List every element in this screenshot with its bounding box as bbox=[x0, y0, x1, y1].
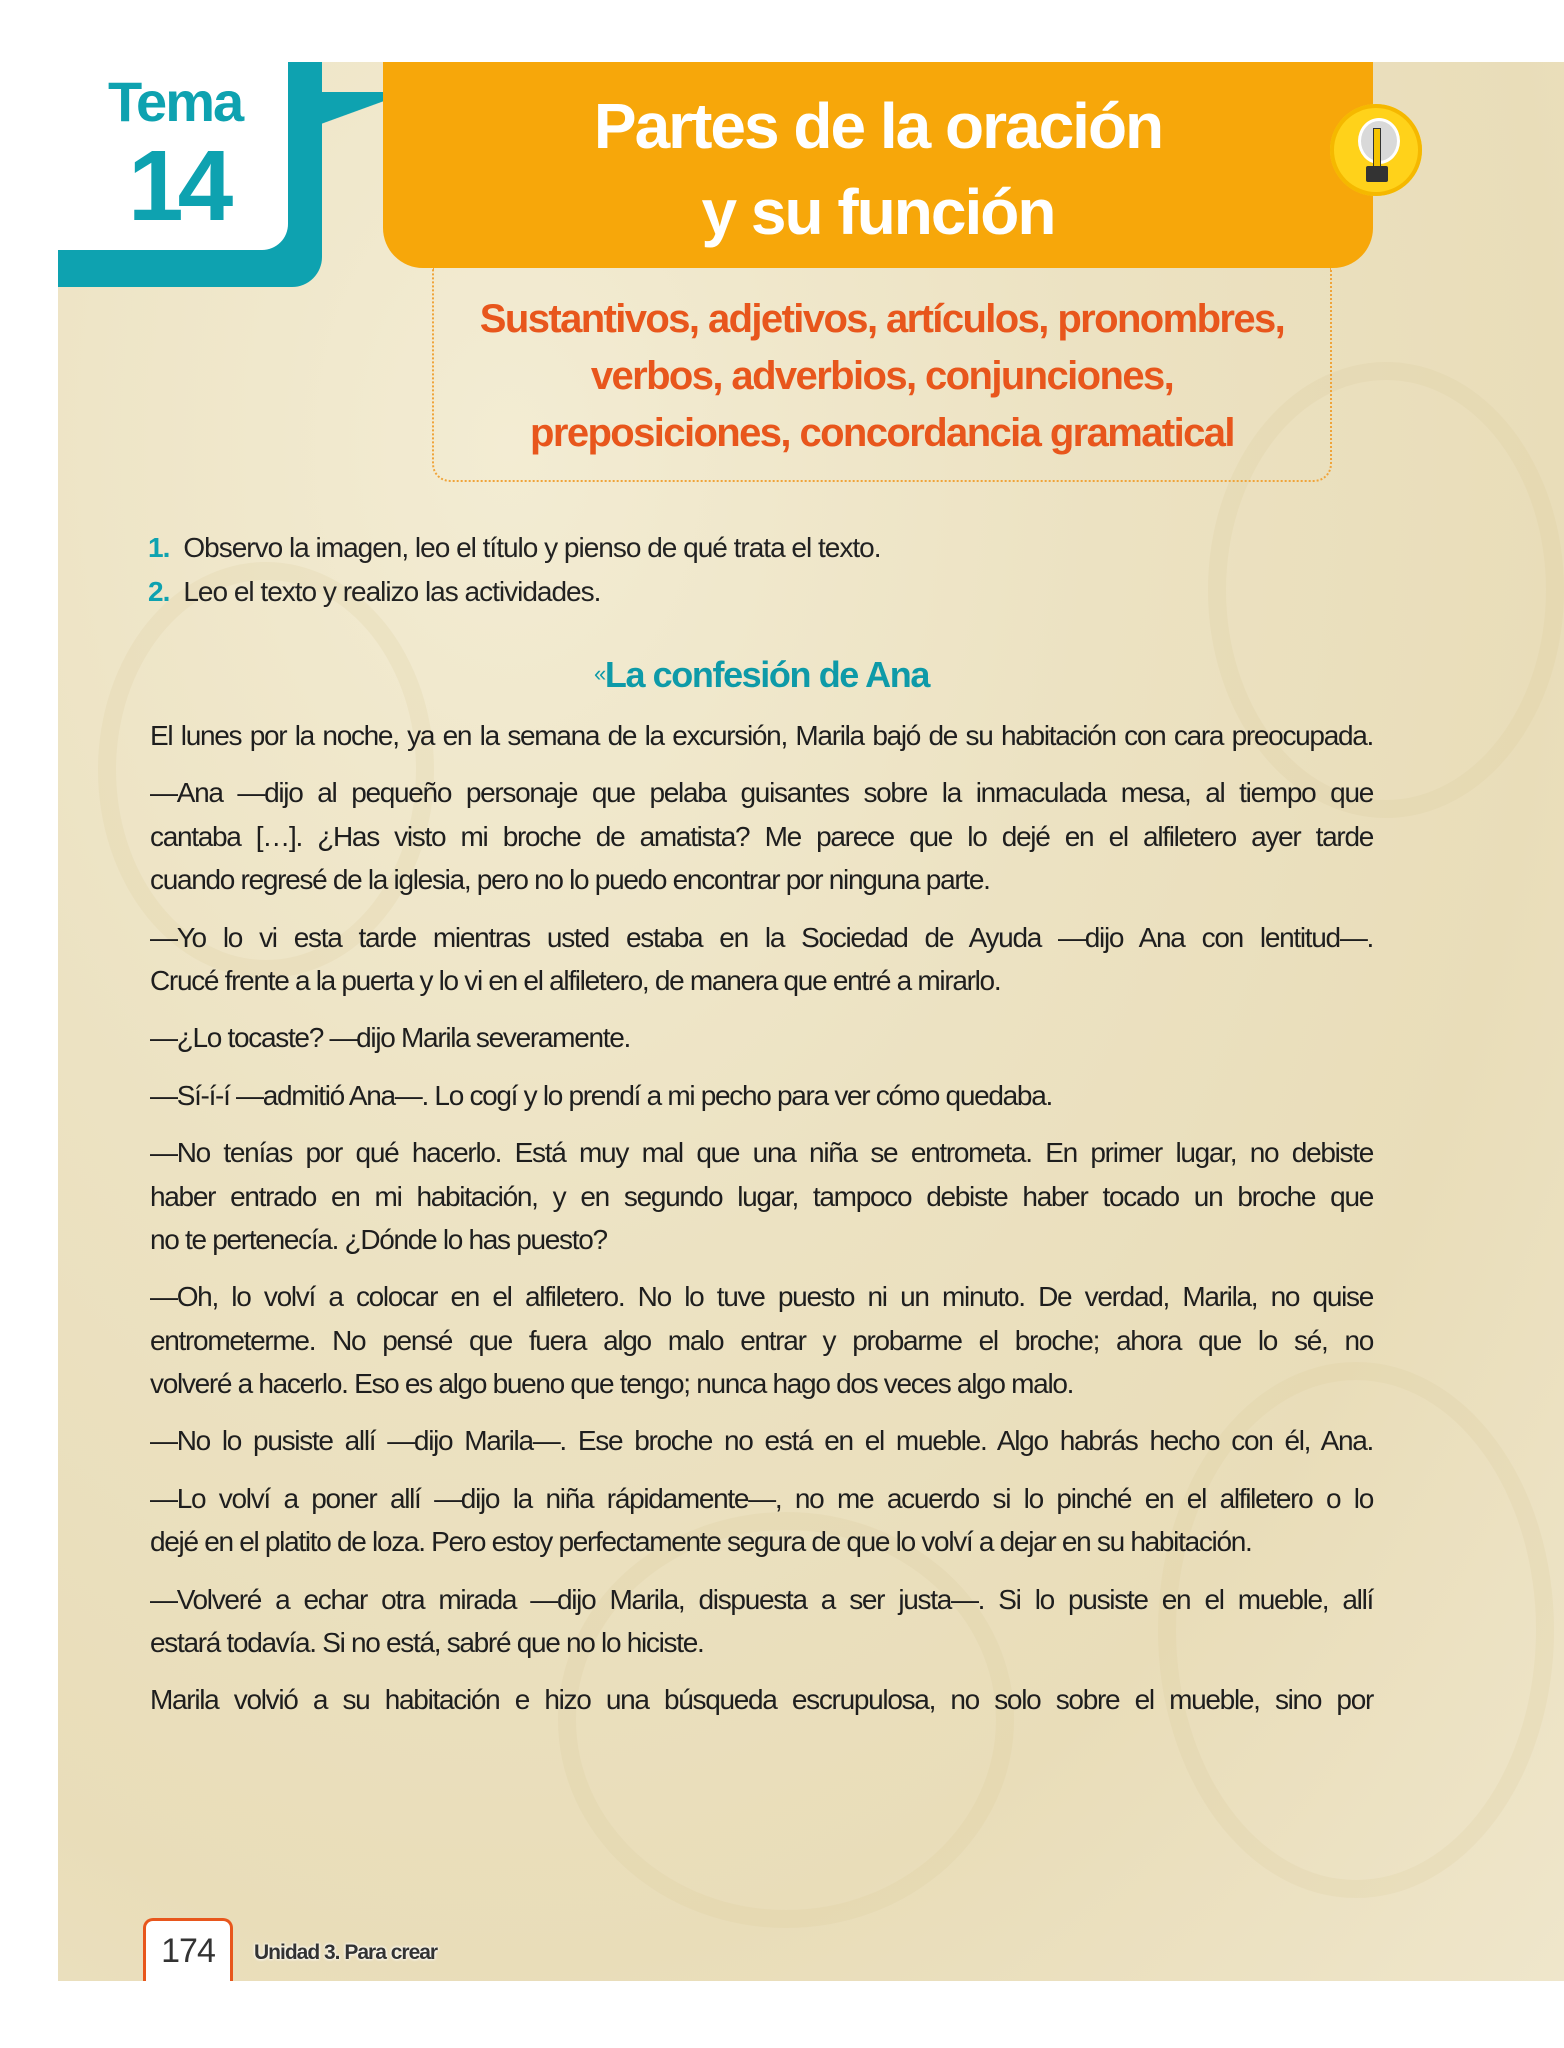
subtitle-line-1: Sustantivos, adjetivos, artículos, pronombres, bbox=[479, 297, 1285, 341]
page-title-line-2: y su función bbox=[701, 176, 1055, 248]
paragraph-line: dejé en el platito de loza. Pero estoy perfectamente segura de que lo volví a dejar en su habitación. bbox=[150, 1526, 1252, 1558]
story-paragraph bbox=[150, 1578, 1373, 1665]
story-paragraph bbox=[150, 1678, 1373, 1721]
paragraph-line: cantaba […]. ¿Has visto mi broche de amatista? Me parece que lo dejé en el alfiletero ayer tarde bbox=[150, 820, 1373, 852]
story-paragraph bbox=[150, 1074, 1373, 1117]
story-paragraph bbox=[150, 1419, 1373, 1462]
story-paragraph bbox=[150, 1131, 1373, 1261]
paragraph-line: —Ana —dijo al pequeño personaje que pelaba guisantes sobre la inmaculada mesa, al tiempo que bbox=[150, 777, 1373, 809]
instruction-text: Leo el texto y realizo las actividades. bbox=[183, 576, 601, 607]
paragraph-line: estará todavía. Si no está, sabré que no lo hiciste. bbox=[150, 1627, 704, 1659]
instruction-item bbox=[148, 578, 600, 606]
story-title bbox=[150, 655, 1373, 695]
story-paragraph bbox=[150, 714, 1373, 757]
story-body bbox=[150, 714, 1373, 1736]
open-quote: « bbox=[594, 661, 605, 686]
instruction-number: 2. bbox=[148, 576, 170, 607]
unit-label: Unidad 3. Para crear bbox=[254, 1941, 438, 1964]
subtitle-line-2: verbos, adverbios, conjunciones, bbox=[590, 354, 1174, 398]
paragraph-line: entrometerme. No pensé que fuera algo malo entrar y probarme el broche; ahora que lo sé, no bbox=[150, 1324, 1373, 1356]
story-paragraph bbox=[150, 1477, 1373, 1564]
paragraph-line: —Oh, lo volví a colocar en el alfiletero. No lo tuve puesto ni un minuto. De verdad, Marila, no quise bbox=[150, 1281, 1373, 1313]
paragraph-line: —Lo volví a poner allí —dijo la niña rápidamente—, no me acuerdo si lo pinché en el alfiletero o lo bbox=[150, 1482, 1373, 1514]
paragraph-line: —No tenías por qué hacerlo. Está muy mal que una niña se entrometa. En primer lugar, no debiste bbox=[150, 1137, 1373, 1169]
paragraph-line: no te pertenecía. ¿Dónde lo has puesto? bbox=[150, 1223, 607, 1255]
tema-label: Tema bbox=[108, 70, 243, 133]
story-paragraph bbox=[150, 1016, 1373, 1059]
page-title-line-1: Partes de la oración bbox=[593, 90, 1163, 162]
paragraph-line: haber entrado en mi habitación, y en segundo lugar, tampoco debiste haber tocado un broche que bbox=[150, 1180, 1373, 1212]
lightbulb-pencil-icon bbox=[1330, 104, 1422, 196]
tema-number: 14 bbox=[128, 130, 228, 242]
instruction-number: 1. bbox=[148, 532, 170, 563]
story-title-text: La confesión de Ana bbox=[604, 654, 929, 695]
paragraph-line: volveré a hacerlo. Eso es algo bueno que tengo; nunca hago dos veces algo malo. bbox=[150, 1368, 1074, 1400]
paragraph-line: El lunes por la noche, ya en la semana de la excursión, Marila bajó de su habitación con cara preocupada. bbox=[150, 720, 1373, 751]
page-number: 174 bbox=[143, 1918, 233, 1981]
paragraph-line: —No lo pusiste allí —dijo Marila—. Ese broche no está en el mueble. Algo habrás hecho con él, Ana. bbox=[150, 1425, 1373, 1457]
subtitle-line-3: preposiciones, concordancia gramatical bbox=[530, 411, 1234, 455]
story-paragraph bbox=[150, 916, 1373, 1003]
story-paragraph bbox=[150, 1275, 1373, 1405]
paragraph-line: cuando regresé de la iglesia, pero no lo puedo encontrar por ninguna parte. bbox=[150, 864, 990, 896]
paragraph-line: Crucé frente a la puerta y lo vi en el alfiletero, de manera que entré a mirarlo. bbox=[150, 964, 1001, 996]
story-paragraph bbox=[150, 771, 1373, 901]
paragraph-line: Marila volvió a su habitación e hizo una búsqueda escrupulosa, no solo sobre el mueble, sino por bbox=[150, 1684, 1373, 1716]
instruction-item bbox=[148, 534, 880, 562]
paragraph-line: —Sí-í-í —admitió Ana—. Lo cogí y lo prendí a mi pecho para ver cómo quedaba. bbox=[150, 1079, 1052, 1111]
paragraph-line: —Yo lo vi esta tarde mientras usted estaba en la Sociedad de Ayuda —dijo Ana con lentitud—. bbox=[150, 921, 1373, 953]
instruction-text: Observo la imagen, leo el título y pienso de qué trata el texto. bbox=[183, 532, 881, 563]
tab-connector bbox=[320, 92, 386, 132]
paragraph-line: —Volveré a echar otra mirada —dijo Marila, dispuesta a ser justa—. Si lo pusiste en el mueble, allí bbox=[150, 1583, 1373, 1615]
paragraph-line: —¿Lo tocaste? —dijo Marila severamente. bbox=[150, 1022, 630, 1054]
